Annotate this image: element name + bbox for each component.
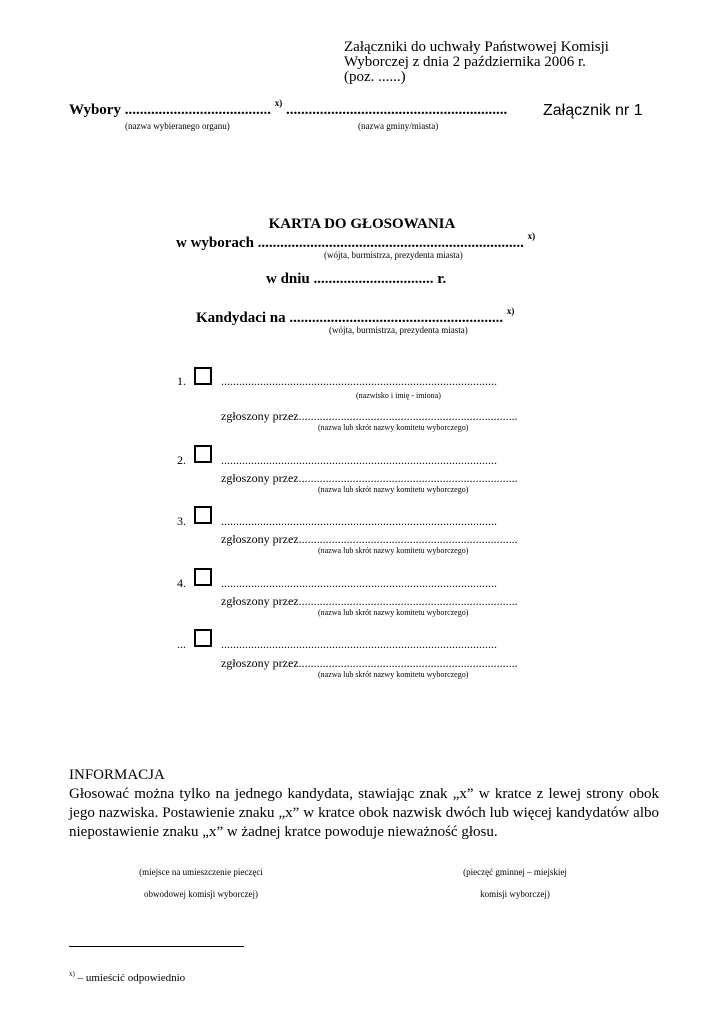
registered-by-line (221, 532, 518, 547)
candidate-number: 4. (177, 576, 186, 590)
vote-checkbox[interactable] (194, 445, 212, 463)
information-block (69, 766, 659, 842)
vote-checkbox[interactable] (194, 367, 212, 385)
vote-checkbox[interactable] (194, 506, 212, 524)
footnote (69, 972, 185, 984)
ballot-title: KARTA DO GŁOSOWANIA (268, 216, 456, 232)
precinct-seal-placeholder (113, 861, 289, 905)
elections-of-label: w wyborach (176, 235, 254, 251)
annex-number: Załącznik nr 1 (543, 102, 643, 119)
registered-by-line (221, 594, 518, 609)
candidate-number: 1. (177, 374, 186, 388)
municipal-seal-placeholder (430, 861, 600, 905)
information-heading: INFORMACJA (69, 767, 165, 783)
footnote-mark: x) (69, 970, 75, 978)
date-line (266, 271, 446, 288)
header-line-1: Załączniki do uchwały Państwowej Komisji (344, 39, 609, 55)
candidate-number: 3. (177, 514, 186, 528)
candidates-label: Kandydaci na (196, 310, 286, 326)
committee-caption: (nazwa lub skrót nazwy komitetu wyborczego) (318, 485, 469, 494)
organ-dots: ....................................... (124, 102, 271, 118)
registered-by-label: zgłoszony przez (221, 409, 299, 423)
committee-dots: ......................................................................... (298, 532, 518, 546)
registered-by-label: zgłoszony przez (221, 594, 299, 608)
committee-dots: ......................................................................... (298, 594, 518, 608)
elections-of-caption: (wójta, burmistrza, prezydenta miasta) (324, 250, 463, 260)
seal-caption-line: komisji wyborczej) (480, 889, 550, 899)
committee-caption: (nazwa lub skrót nazwy komitetu wyborczego) (318, 670, 469, 679)
date-label: w dniu (266, 271, 310, 287)
date-dots: ................................ (313, 271, 434, 287)
committee-caption: (nazwa lub skrót nazwy komitetu wyborczego) (318, 608, 469, 617)
footnote-text: – umieścić odpowiednio (74, 972, 186, 984)
footnote-ref: x) (527, 231, 536, 241)
header-line-3: (poz. ......) (344, 69, 406, 85)
registered-by-line (221, 409, 518, 424)
organ-caption: (nazwa wybieranego organu) (125, 121, 230, 131)
committee-dots: ......................................................................... (298, 471, 518, 485)
information-text: Głosować można tylko na jednego kandydata, stawiając znak „x” w kratce z lewej strony obok jego nazwiska. Postawienie znaku „x” w kratce obok nazwisk dwóch lub więcej kandydatów albo niepostawienie znaku „x” w żadnej kratce powoduje nieważność głosu. (69, 786, 659, 840)
vote-checkbox[interactable] (194, 568, 212, 586)
candidate-name-caption: (nazwisko i imię - imiona) (356, 391, 441, 400)
vote-checkbox[interactable] (194, 629, 212, 647)
gmina-dots: ........................................................... (285, 102, 508, 118)
seal-caption-line: (miejsce na umieszczenie pieczęci (139, 867, 263, 877)
elections-of-dots: ....................................................................... (257, 235, 524, 251)
committee-caption: (nazwa lub skrót nazwy komitetu wyborczego) (318, 423, 469, 432)
committee-caption: (nazwa lub skrót nazwy komitetu wyborczego) (318, 546, 469, 555)
seal-caption-line: (pieczęć gminnej – miejskiej (463, 867, 567, 877)
footnote-ref: x) (274, 98, 283, 108)
registered-by-line (221, 471, 518, 486)
resolution-header-note (344, 40, 609, 85)
registered-by-label: zgłoszony przez (221, 471, 299, 485)
candidates-dots: ......................................................... (289, 310, 504, 326)
candidate-name-dots: ............................................................................................ (221, 576, 497, 590)
candidate-name-dots: ............................................................................................ (221, 514, 497, 528)
committee-dots: ......................................................................... (298, 656, 518, 670)
gmina-caption: (nazwa gminy/miasta) (358, 121, 439, 131)
candidate-name-dots: ............................................................................................ (221, 637, 497, 651)
header-line-2: Wyborczej z dnia 2 października 2006 r. (344, 54, 586, 70)
registered-by-label: zgłoszony przez (221, 532, 299, 546)
date-suffix: r. (437, 271, 447, 287)
candidate-number: ... (177, 637, 186, 651)
registered-by-line (221, 656, 518, 671)
elections-label: Wybory (69, 102, 121, 118)
committee-dots: ......................................................................... (298, 409, 518, 423)
candidate-name-dots: ............................................................................................ (221, 453, 497, 467)
seal-caption-line: obwodowej komisji wyborczej) (144, 889, 258, 899)
footnote-divider (69, 946, 244, 947)
registered-by-label: zgłoszony przez (221, 656, 299, 670)
elections-line (69, 98, 508, 119)
candidate-number: 2. (177, 453, 186, 467)
footnote-ref: x) (506, 306, 515, 316)
candidate-name-dots: ............................................................................................ (221, 374, 497, 388)
candidates-caption: (wójta, burmistrza, prezydenta miasta) (329, 325, 468, 335)
